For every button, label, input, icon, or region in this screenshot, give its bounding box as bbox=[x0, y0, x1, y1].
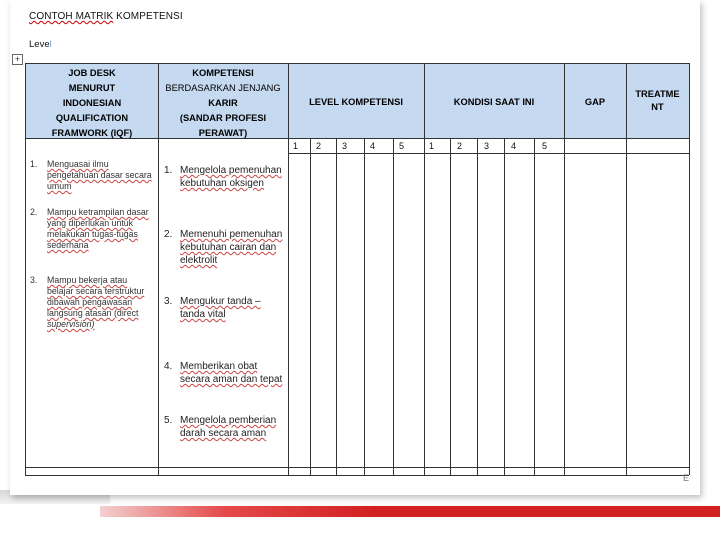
table-column-line bbox=[689, 63, 690, 475]
title-suffix: KOMPETENSI bbox=[113, 11, 183, 22]
kondisi-number: 2 bbox=[457, 141, 463, 151]
table-subcolumn-line bbox=[534, 138, 535, 475]
kondisi-number: 5 bbox=[542, 141, 548, 151]
table-subcolumn-line bbox=[504, 138, 505, 475]
document-title bbox=[29, 11, 183, 22]
text-cursor: l bbox=[49, 39, 52, 50]
header-level-kompetensi: LEVEL KOMPETENSI bbox=[309, 97, 403, 107]
table-column-line bbox=[626, 63, 627, 475]
level-label[interactable] bbox=[29, 39, 52, 50]
table-subcolumn-line bbox=[310, 138, 311, 475]
table-subcolumn-line bbox=[393, 138, 394, 475]
table-subcolumn-line bbox=[364, 138, 365, 475]
table-border-bottom bbox=[25, 475, 689, 476]
level-number: 2 bbox=[316, 141, 322, 151]
header-job-desk: JOB DESK MENURUT INDONESIAN QUALIFICATION FRAMWORK (IQF) bbox=[51, 68, 133, 138]
table-border-top bbox=[25, 63, 689, 64]
header-kondisi-saat-ini: KONDISI SAAT INI bbox=[453, 97, 535, 107]
table-column-line bbox=[424, 63, 425, 475]
header-kompetensi: KOMPETENSI BERDASARKAN JENJANG KARIR (SANDAR PROFESI PERAWAT) bbox=[165, 68, 281, 138]
kondisi-number: 1 bbox=[429, 141, 435, 151]
table-subcolumn-line bbox=[477, 138, 478, 475]
corner-mark: E bbox=[683, 473, 690, 483]
header-gap: GAP bbox=[584, 97, 606, 107]
table-move-handle-icon[interactable]: + bbox=[12, 54, 23, 65]
footer-red-band bbox=[100, 506, 720, 517]
number-row-bottom bbox=[288, 153, 689, 154]
table-column-line bbox=[564, 63, 565, 475]
level-number: 3 bbox=[342, 141, 348, 151]
title-prefix: CONTOH MATRIK bbox=[29, 11, 114, 22]
level-text: Leve bbox=[29, 39, 50, 50]
level-number: 5 bbox=[399, 141, 405, 151]
kondisi-number: 4 bbox=[511, 141, 517, 151]
table-subcolumn-line bbox=[336, 138, 337, 475]
level-number: 1 bbox=[293, 141, 299, 151]
table-subcolumn-line bbox=[450, 138, 451, 475]
header-treatment: TREATME NT bbox=[635, 89, 680, 112]
kondisi-number: 3 bbox=[484, 141, 490, 151]
table-column-line bbox=[288, 63, 289, 475]
table-row-line bbox=[25, 467, 689, 468]
level-number: 4 bbox=[370, 141, 376, 151]
